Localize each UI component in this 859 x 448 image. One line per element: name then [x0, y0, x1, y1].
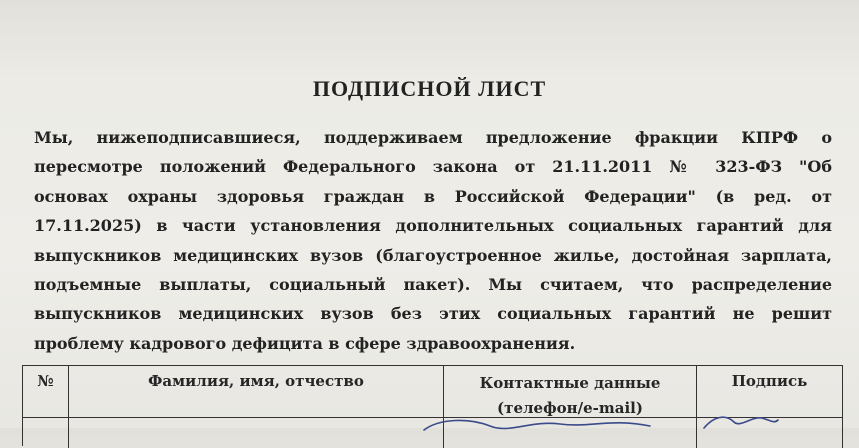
document-paragraph: [34, 123, 832, 358]
paragraph-line: выпускников медицинских вузов без этих социальных гарантий не решит: [34, 304, 832, 324]
row-number-cell: [23, 418, 69, 448]
handwriting-mark: [410, 414, 670, 434]
paragraph-line: 17.11.2025) в части установления дополнительных социальных гарантий для: [34, 216, 832, 236]
paragraph-line: выпускников медицинских вузов (благоустроенное жилье, достойная зарплата,: [34, 245, 832, 265]
row-name-cell: [69, 418, 444, 448]
signature-scribble: [700, 410, 780, 432]
paragraph-line: проблему кадрового дефицита в сфере здравоохранения.: [34, 333, 576, 353]
document-title: ПОДПИСНОЙ ЛИСТ: [312, 76, 547, 101]
header-contact-line1: Контактные данные: [479, 374, 661, 392]
paragraph-line: пересмотре положений Федерального закона от 21.11.2011 № 323-ФЗ "Об: [34, 157, 832, 177]
header-full-name: Фамилия, имя, отчество: [69, 366, 444, 418]
paragraph-line: Мы, нижеподписавшиеся, поддерживаем предложение фракции КПРФ о: [34, 128, 832, 147]
header-contact: [444, 366, 697, 418]
header-signature: Подпись: [697, 366, 843, 418]
paragraph-line: подъемные выплаты, социальный пакет). Мы считаем, что распределение: [34, 274, 832, 294]
header-contact-line2: (телефон/e-mail): [497, 399, 643, 417]
header-number: №: [23, 366, 69, 418]
paragraph-line: основах охраны здоровья граждан в Российской Федерации" (в ред. от: [34, 186, 832, 206]
